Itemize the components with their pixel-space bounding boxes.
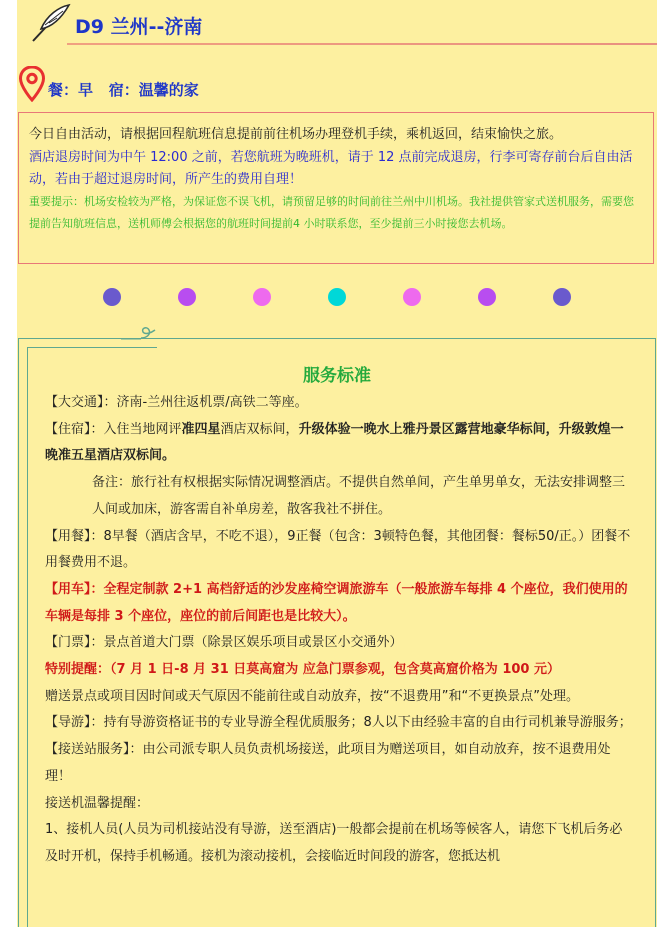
info-activity-text: 今日自由活动，请根据回程航班信息提前前往机场办理登机手续，乘机返回，结束愉快之旅。 — [29, 127, 563, 142]
info-box — [18, 112, 654, 264]
ticket-item — [45, 630, 635, 657]
info-checkout-text: 酒店退房时间为中午 12:00 之前，若您航班为晚班机，请于 12 点前完成退房，行李可寄存前台后自由活动，若由于超过退房时间，所产生的费用自理！ — [29, 150, 633, 187]
location-pin-icon — [19, 66, 45, 102]
hotel-label: 【住宿】 — [45, 421, 91, 437]
decorative-dot — [178, 288, 196, 306]
hotel-upgrade-text: 升级体验一晚水上雅丹景区露营地豪华标间，升级敦煌一晚准五星酒店双标间。 — [45, 421, 624, 464]
stay-text: 宿：温馨的家 — [108, 81, 199, 99]
decorative-dot — [553, 288, 571, 306]
itinerary-page — [17, 0, 657, 927]
hotel-grade: 准四星 — [181, 421, 221, 437]
meal-row — [17, 66, 657, 106]
special-reminder: 特别提醒：（7 月 1 日-8 月 31 日莫高窟为 应急门票参观，包含莫高窟价格为 100 元） — [45, 662, 560, 678]
gift-note: 赠送景点或项目因时间或天气原因不能前往或自动放弃，按“不退费用”和“不更换景点”处理。 — [45, 688, 579, 704]
traffic-item — [45, 390, 635, 417]
hotel-room-text: 酒店双标间， — [220, 421, 299, 437]
ticket-label: 【门票】 — [45, 635, 91, 651]
decorative-dot — [328, 288, 346, 306]
transfer-tip-heading: 接送机温馨提醒： — [45, 795, 150, 811]
meal-label: 【用餐】 — [45, 528, 91, 544]
decorative-dot — [103, 288, 121, 306]
inner-border-top — [27, 347, 157, 348]
feather-quill-icon — [29, 3, 73, 43]
meal-item — [45, 524, 635, 577]
service-title: 服务标准 — [303, 366, 371, 386]
decorative-dots — [17, 288, 657, 308]
traffic-label: 【大交通】 — [45, 395, 104, 410]
header-divider — [67, 43, 657, 45]
hotel-item — [45, 417, 635, 470]
guide-label: 【导游】 — [45, 715, 91, 731]
transfer-label: 【接送站服务】 — [45, 742, 130, 758]
info-important-tip: 重要提示：机场安检较为严格，为保证您不误飞机，请预留足够的时间前往兰州中川机场。我社提供管家式送机服务，需要您提前告知航班信息，送机师傅会根据您的航班时间提前4 小时联系您，至少提前三小时接您去机场。 — [29, 195, 634, 230]
hotel-text: ：入住当地网评 — [90, 421, 182, 437]
transfer-text: ：由公司派专职人员负责机场接送，此项目为赠送项目，如自动放弃，按不退费用处理！ — [45, 742, 611, 784]
meal-stay-text — [48, 79, 199, 100]
decorative-dot — [478, 288, 496, 306]
transfer-item — [45, 737, 635, 790]
car-item: 【用车】：全程定制款 2+1 高档舒适的沙发座椅空调旅游车（一般旅游车每排 4 个座位，我们使用的车辆是每排 3 个座位，座位的前后间距也是比较大）。 — [45, 581, 628, 624]
ticket-text: ：景点首道大门票（除景区娱乐项目或景区小交通外） — [90, 635, 403, 651]
hotel-note: 备注：旅行社有权根据实际情况调整酒店。不提供自然单间，产生单男单女，无法安排调整三人间或加床，游客需自补单房差，散客我社不拼住。 — [92, 475, 626, 517]
transfer-tip-1: 1、接机人员(人员为司机接站没有导游，送至酒店)一般都会提前在机场等候客人，请您下飞机后务必及时开机，保持手机畅通。接机为滚动接机，会接临近时间段的游客，您抵达机 — [45, 822, 623, 864]
guide-text: ：持有导游资格证书的专业导游全程优质服务；8人以下由经验丰富的自由行司机兼导游服务； — [90, 715, 632, 731]
service-body — [45, 390, 635, 871]
decorative-dot — [403, 288, 421, 306]
inner-border-left — [27, 347, 28, 927]
day-title: D9 兰州--济南 — [75, 16, 203, 38]
meal-detail: ：8早餐（酒店含早，不吃不退），9正餐（包含：3顿特色餐，其他团餐：餐标50/正。）团餐不用餐费用不退。 — [45, 528, 631, 571]
service-standards-box — [18, 338, 656, 927]
traffic-text: ：济南-兰州往返机票/高铁二等座。 — [103, 395, 308, 410]
day-header — [17, 0, 657, 48]
decorative-dot — [253, 288, 271, 306]
guide-item — [45, 710, 635, 737]
meal-text: 餐：早 — [48, 81, 94, 99]
